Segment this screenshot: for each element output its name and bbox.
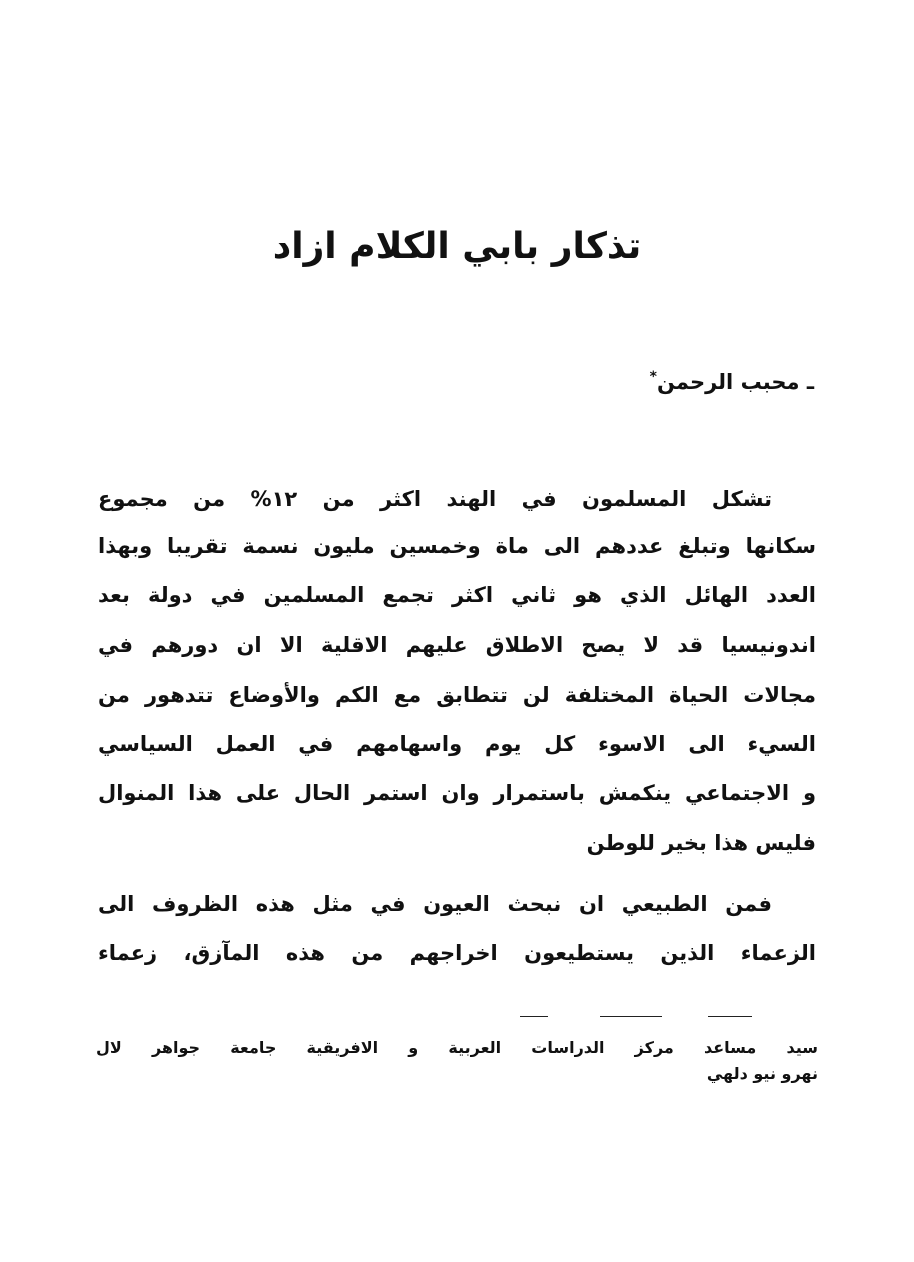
paragraph-2-line: الزعماء الذين يستطيعون اخراجهم من هذه المآزق، زعماء <box>98 941 816 965</box>
paragraph-1-line: مجالات الحياة المختلفة لن تتطابق مع الكم والأوضاع تتدهور من <box>98 683 816 707</box>
footnote-separator <box>708 1016 752 1017</box>
article-title: تذكار بابي الكلام ازاد <box>272 226 642 267</box>
paragraph-1-line: اندونيسيا قد لا يصح الاطلاق عليهم الاقلية الا ان دورهم في <box>98 633 816 657</box>
footnote-line: سيد مساعد مركز الدراسات العربية و الافريقية جامعة جواهر لال <box>96 1038 818 1057</box>
author-name: ـ محبب الرحمن <box>657 370 814 394</box>
author-line <box>650 360 814 399</box>
paragraph-1-line: سكانها وتبلغ عددهم الى ماة وخمسين مليون نسمة تقريبا وبهذا <box>98 534 816 558</box>
footnote-line: نهرو نيو دلهي <box>706 1064 818 1083</box>
footnote-separator <box>600 1016 662 1017</box>
paragraph-1-line: تشكل المسلمون في الهند اكثر من ١٢% من مجموع <box>98 487 772 511</box>
paragraph-1-line: العدد الهائل الذي هو ثاني اكثر تجمع المسلمين في دولة بعد <box>98 583 816 607</box>
author-footnote-mark: * <box>649 369 657 385</box>
paragraph-1-line: و الاجتماعي ينكمش باستمرار وان استمر الحال على هذا المنوال <box>98 781 816 805</box>
paragraph-1-line: السيء الى الاسوء كل يوم واسهامهم في العمل السياسي <box>98 732 816 756</box>
footnote-separator <box>520 1016 548 1017</box>
paragraph-1-line: فليس هذا بخير للوطن <box>586 831 816 855</box>
paragraph-2-line: فمن الطبيعي ان نبحث العيون في مثل هذه الظروف الى <box>98 892 772 916</box>
